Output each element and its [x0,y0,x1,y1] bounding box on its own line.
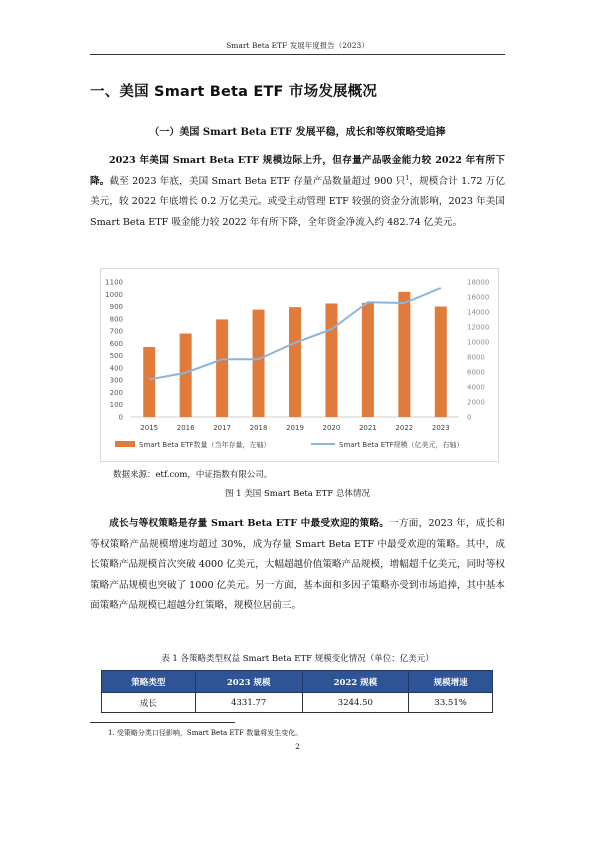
bar-2019 [289,307,301,417]
header-growth: 规模增速 [409,671,493,693]
y-right-tick-label: 16000 [467,293,490,302]
footnote: 1. 受策略分类口径影响，Smart Beta ETF 数量将发生变化。 [108,729,303,737]
paragraph-1-text-b: ，规模合计 1.72 万亿美元，较 2022 年底增长 0.2 万亿美元。或受主动管理 ETF 较强的资金分流影响，2023 年美国 Smart Beta ETF 吸金能力较 2022 年有所下降，全年资金净流入约 482.74 亿美元。 [90,175,506,228]
y-right-tick-label: 14000 [467,308,490,317]
cell-2022: 3244.50 [302,693,409,713]
legend-line-label: Smart Beta ETF规模（亿美元，右轴） [339,441,464,449]
strategy-table [101,670,493,713]
paragraph-1-text-a: 截至 2023 年底，美国 Smart Beta ETF 存量产品数量超过 900 只 [109,175,406,187]
bar-2018 [253,310,265,417]
cell-2023: 4331.77 [195,693,302,713]
cell-strategy: 成长 [102,693,196,713]
y-right-tick-label: 10000 [467,338,490,347]
header-2023: 2023 规模 [195,671,302,693]
x-tick-label: 2022 [395,424,414,432]
y-right-tick-label: 0 [467,413,472,422]
y-left-tick-label: 600 [109,339,123,348]
bar-2017 [216,319,228,417]
paragraph-1-lead: 2023 年美国 Smart Beta ETF 规模边际上升，但存量产品吸金能力较 2022 年有所下降。 [90,155,505,187]
footnote-mark: 1 [405,174,410,182]
y-left-tick-label: 300 [109,376,123,385]
y-left-tick-label: 200 [109,388,123,397]
etf-overview-chart [101,269,498,461]
x-tick-label: 2020 [322,424,341,432]
y-left-tick-label: 100 [109,401,123,410]
y-right-tick-label: 4000 [467,383,485,392]
y-right-tick-label: 2000 [467,398,485,407]
paragraph-1 [90,151,505,233]
table-row [102,693,493,713]
bar-2015 [143,347,155,417]
section-heading: 一、美国 Smart Beta ETF 市场发展概况 [90,84,378,100]
header-rule [90,54,505,55]
x-tick-label: 2016 [176,424,195,432]
header-strategy: 策略类型 [102,671,196,693]
legend-bar-label: Smart Beta ETF数量（当年存量，左轴） [139,441,271,449]
running-header: Smart Beta ETF 发展年度报告（2023） [226,41,369,50]
bar-2021 [362,303,374,417]
y-right-tick-label: 18000 [467,278,490,287]
y-left-tick-label: 900 [109,303,123,312]
y-left-tick-label: 1100 [105,278,123,287]
footnote-rule [90,722,235,723]
x-tick-label: 2018 [249,424,268,432]
chart-source: 数据来源：etf.com，中证指数有限公司。 [113,470,273,480]
y-left-tick-label: 1000 [105,290,123,299]
y-right-tick-label: 8000 [467,353,485,362]
legend-bar-swatch [115,441,135,447]
paragraph-2-text: 一方面，2023 年，成长和等权策略产品规模增速均超过 30%，成为存量 Smart Beta ETF 中最受欢迎的策略。其中，成长策略产品规模首次突破 4000 亿美元，大幅超越价值策略产品规模，增幅超千亿美元，同时等权策略产品规模也突破了 1000 亿美元。另一方面，基本面和多因子策略亦受到市场追捧，其中基本面策略产品规模已超越分红策略，规模位居前三。 [90,518,506,612]
x-tick-label: 2019 [286,424,304,432]
table-caption: 表 1 各策略类型权益 Smart Beta ETF 规模变化情况（单位：亿美元） [161,654,434,664]
y-left-tick-label: 500 [109,352,123,361]
header-2022: 2022 规模 [302,671,409,693]
y-left-tick-label: 700 [109,327,123,336]
y-left-tick-label: 400 [109,364,123,373]
y-right-tick-label: 12000 [467,323,490,332]
bar-2023 [435,307,447,417]
x-tick-label: 2023 [431,424,450,432]
bar-2016 [180,334,192,417]
chart-frame [100,268,499,462]
bar-2020 [325,303,337,417]
bar-2022 [398,292,410,417]
table-header-row [102,671,493,693]
paragraph-2-lead: 成长与等权策略是存量 Smart Beta ETF 中最受欢迎的策略。 [109,518,390,529]
cell-growth: 33.51% [409,693,493,713]
x-tick-label: 2015 [140,424,159,432]
paragraph-2 [90,514,505,617]
page-number: 2 [295,742,300,751]
subsection-heading: （一）美国 Smart Beta ETF 发展平稳，成长和等权策略受追捧 [149,127,446,138]
figure-caption: 图 1 美国 Smart Beta ETF 总体情况 [224,489,371,499]
y-right-tick-label: 6000 [467,368,485,377]
y-left-tick-label: 0 [118,413,123,422]
x-tick-label: 2021 [358,424,377,432]
x-tick-label: 2017 [213,424,232,432]
y-left-tick-label: 800 [109,315,123,324]
